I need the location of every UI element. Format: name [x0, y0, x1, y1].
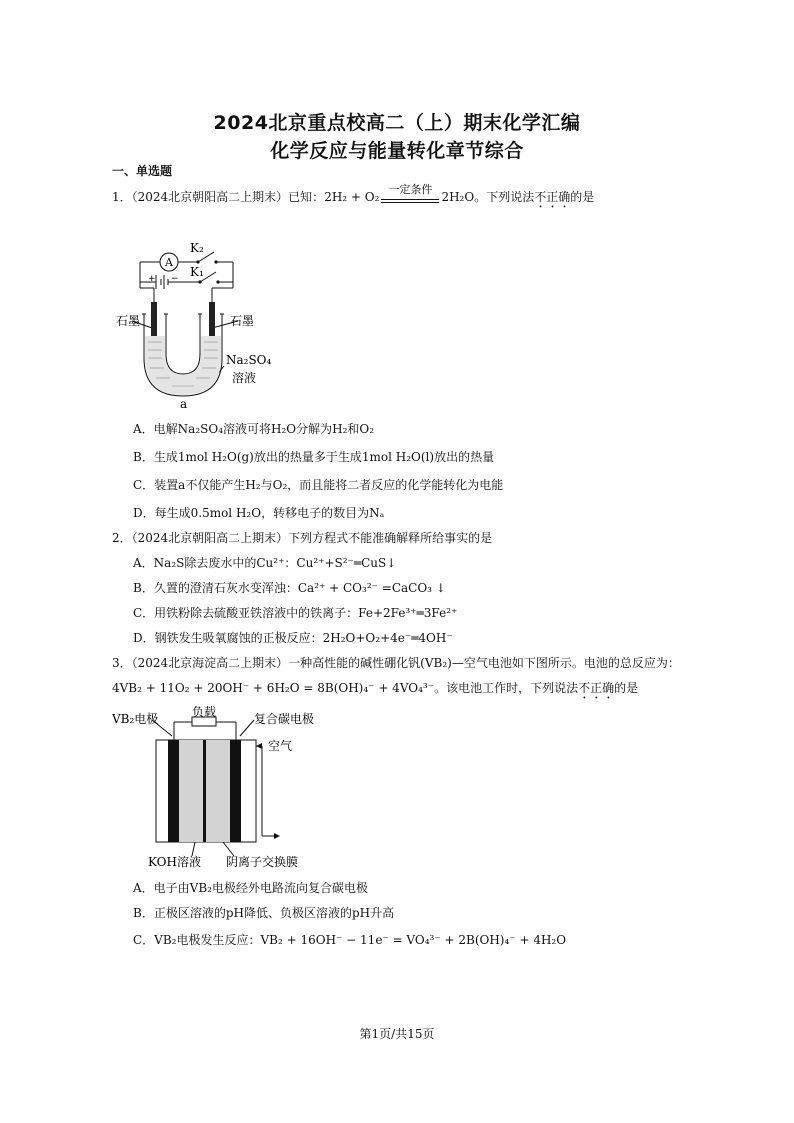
battery-minus: − — [171, 274, 179, 284]
q1-emphasis: 不正确 — [534, 190, 571, 204]
page-title-line1: 2024北京重点校高二（上）期末化学汇编 — [213, 112, 581, 134]
solution-label: 溶液 — [232, 371, 257, 385]
switch-k1-label: K₁ — [190, 265, 204, 279]
q1-electrolysis-figure — [108, 236, 278, 411]
q1-end: 的是 — [570, 190, 595, 204]
page-number: 第1页/共15页 — [359, 1027, 435, 1041]
q1-eq-product: 2H₂O — [441, 190, 475, 204]
carbon-electrode-label: 复合碳电极 — [254, 712, 315, 726]
q3-option-a: A．电子由VB₂电极经外电路流向复合碳电极 — [133, 881, 368, 895]
koh-solution-label: KOH溶液 — [148, 855, 201, 869]
q1-eq-condition: 一定条件 — [388, 183, 433, 196]
q2-option-d: D．钢铁发生吸氧腐蚀的正极反应：2H₂O+O₂+4e⁻═4OH⁻ — [133, 631, 453, 645]
air-label: 空气 — [268, 739, 293, 753]
solution-formula-label: Na₂SO₄ — [226, 353, 272, 367]
q1-option-c: C．装置a不仅能产生H₂与O₂，而且能将二者反应的化学能转化为电能 — [133, 478, 504, 492]
q2-option-b: B．久置的澄清石灰水变浑浊：Ca²⁺ + CO₃²⁻ =CaCO₃ ↓ — [133, 581, 446, 595]
q1-tail: 。下列说法 — [474, 190, 535, 204]
switch-k2-label: K₂ — [190, 241, 204, 255]
q3-tail-1: 。该电池工作时，下列说法 — [434, 681, 579, 695]
q2-option-a: A．Na₂S除去废水中的Cu²⁺：Cu²⁺+S²⁻═CuS↓ — [133, 556, 397, 570]
q3-stem: 3．（2024北京海淀高二上期末）一种高性能的碱性硼化钒(VB₂)—空气电池如下图所示。电池的总反应为： — [112, 656, 680, 670]
q1-eq-reactants: 2H₂ + O₂ — [324, 190, 380, 204]
q3-option-c: C．VB₂电极发生反应：VB₂ + 16OH⁻ − 11e⁻ = VO₄³⁻ + 2B(OH)₄⁻ + 4H₂O — [133, 933, 567, 947]
q3-option-b: B．正极区溶液的pH降低、负极区溶液的pH升高 — [133, 906, 395, 920]
q1-eq-arrow — [379, 183, 441, 205]
q1-option-d: D．每生成0.5mol H₂O，转移电子的数目为Nₐ — [133, 506, 385, 520]
left-electrode-label: 石墨 — [116, 314, 141, 328]
q1-stem — [112, 183, 595, 211]
ammeter-label: A — [165, 256, 173, 269]
device-a-label: a — [180, 397, 188, 411]
q1-option-a: A．电解Na₂SO₄溶液可将H₂O分解为H₂和O₂ — [133, 422, 375, 436]
membrane-label: 阴离子交换膜 — [226, 855, 299, 869]
page-title-line2: 化学反应与能量转化章节综合 — [270, 140, 524, 162]
q2-option-c: C．用铁粉除去硫酸亚铁溶液中的铁离子：Fe+2Fe³⁺═3Fe²⁺ — [133, 606, 458, 620]
battery-plus: + — [148, 274, 156, 284]
q3-equation-line — [112, 680, 638, 702]
q1-lead: 1．（2024北京朝阳高二上期末）已知： — [112, 190, 325, 204]
q3-battery-figure — [112, 706, 332, 872]
load-label: 负载 — [192, 706, 217, 719]
right-electrode-label: 石墨 — [230, 314, 255, 328]
q3-total-equation: 4VB₂ + 11O₂ + 20OH⁻ + 6H₂O = 8B(OH)₄⁻ + 4VO₄³⁻ — [112, 681, 435, 695]
vb2-electrode-label: VB₂电极 — [112, 712, 159, 726]
q3-emphasis: 不正确 — [578, 681, 615, 695]
section-label: 一、单选题 — [112, 164, 173, 178]
q1-option-b: B．生成1mol H₂O(g)放出的热量多于生成1mol H₂O(l)放出的热量 — [133, 450, 495, 464]
q3-tail-2: 的是 — [614, 681, 639, 695]
q2-stem: 2．（2024北京朝阳高二上期末）下列方程式不能准确解释所给事实的是 — [112, 531, 493, 545]
